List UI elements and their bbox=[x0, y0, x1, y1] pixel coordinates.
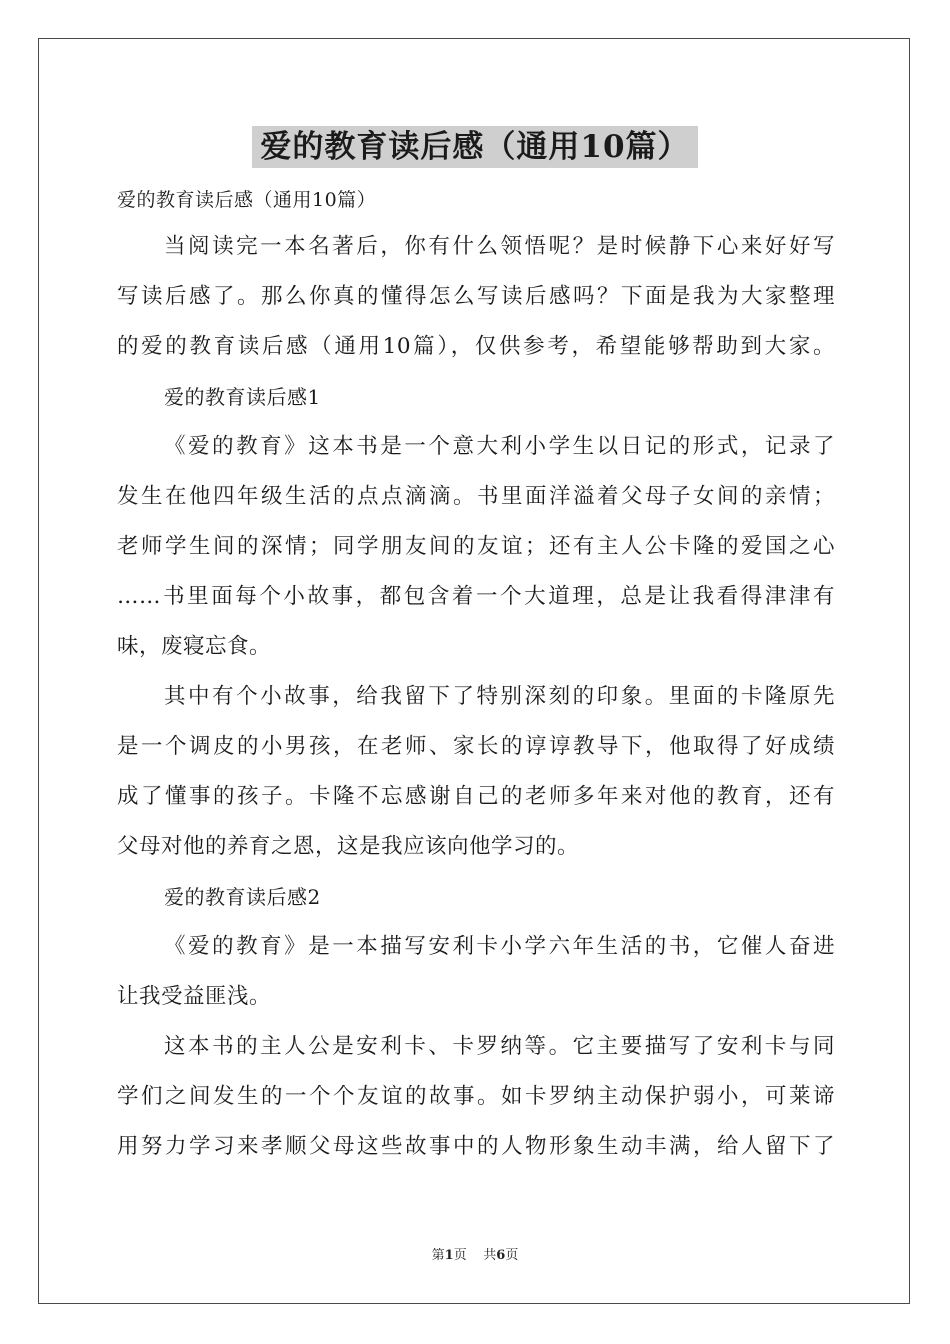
paragraph-line: 其中有个小故事，给我留下了特别深刻的印象。里面的卡隆原先 bbox=[164, 684, 835, 709]
section-heading: 爱的教育读后感2 bbox=[164, 885, 321, 909]
paragraph-line: 老师学生间的深情；同学朋友间的友谊；还有主人公卡隆的爱国之心 bbox=[117, 534, 835, 559]
paragraph-line: 学们之间发生的一个个友谊的故事。如卡罗纳主动保护弱小，可莱谛 bbox=[117, 1084, 835, 1109]
page-label-mid: 页 bbox=[453, 1248, 467, 1263]
page-label-prefix: 第 bbox=[431, 1248, 445, 1263]
page-footer bbox=[0, 1244, 950, 1263]
document-body bbox=[117, 180, 835, 1172]
paragraph-line: 当阅读完一本名著后，你有什么领悟呢？是时候静下心来好好写 bbox=[164, 234, 835, 259]
total-label-suffix: 页 bbox=[505, 1248, 519, 1263]
paragraph-line: 发生在他四年级生活的点点滴滴。书里面洋溢着父母子女间的亲情； bbox=[117, 484, 835, 509]
paragraph-line: 写读后感了。那么你真的懂得怎么写读后感吗？下面是我为大家整理 bbox=[117, 284, 835, 309]
paragraph-line: 用努力学习来孝顺父母这些故事中的人物形象生动丰满，给人留下了 bbox=[117, 1134, 835, 1159]
page-total: 6 bbox=[496, 1248, 506, 1263]
paragraph-line: 父母对他的养育之恩，这是我应该向他学习的。 bbox=[117, 834, 580, 859]
page-current: 1 bbox=[444, 1248, 454, 1263]
document-subtitle: 爱的教育读后感（通用10篇） bbox=[117, 189, 377, 211]
paragraph-line: 《爱的教育》是一本描写安利卡小学六年生活的书，它催人奋进 bbox=[164, 934, 835, 959]
document-title: 爱的教育读后感（通用10篇） bbox=[252, 126, 697, 168]
title-container bbox=[0, 126, 950, 168]
paragraph-line: 的爱的教育读后感（通用10篇），仅供参考，希望能够帮助到大家。 bbox=[117, 334, 835, 359]
paragraph-line: 成了懂事的孩子。卡隆不忘感谢自己的老师多年来对他的教育，还有 bbox=[117, 784, 835, 809]
total-label-prefix: 共 bbox=[483, 1248, 497, 1263]
paragraph-line: 《爱的教育》这本书是一个意大利小学生以日记的形式，记录了 bbox=[164, 434, 835, 459]
paragraph-line: 是一个调皮的小男孩，在老师、家长的谆谆教导下，他取得了好成绩 bbox=[117, 734, 835, 759]
section-heading: 爱的教育读后感1 bbox=[164, 385, 321, 409]
paragraph-line: 让我受益匪浅。 bbox=[117, 984, 272, 1009]
paragraph-line: 味，废寝忘食。 bbox=[117, 634, 272, 659]
paragraph-line: ……书里面每个小故事，都包含着一个大道理，总是让我看得津津有 bbox=[117, 584, 835, 609]
paragraph-line: 这本书的主人公是安利卡、卡罗纳等。它主要描写了安利卡与同 bbox=[164, 1034, 835, 1059]
